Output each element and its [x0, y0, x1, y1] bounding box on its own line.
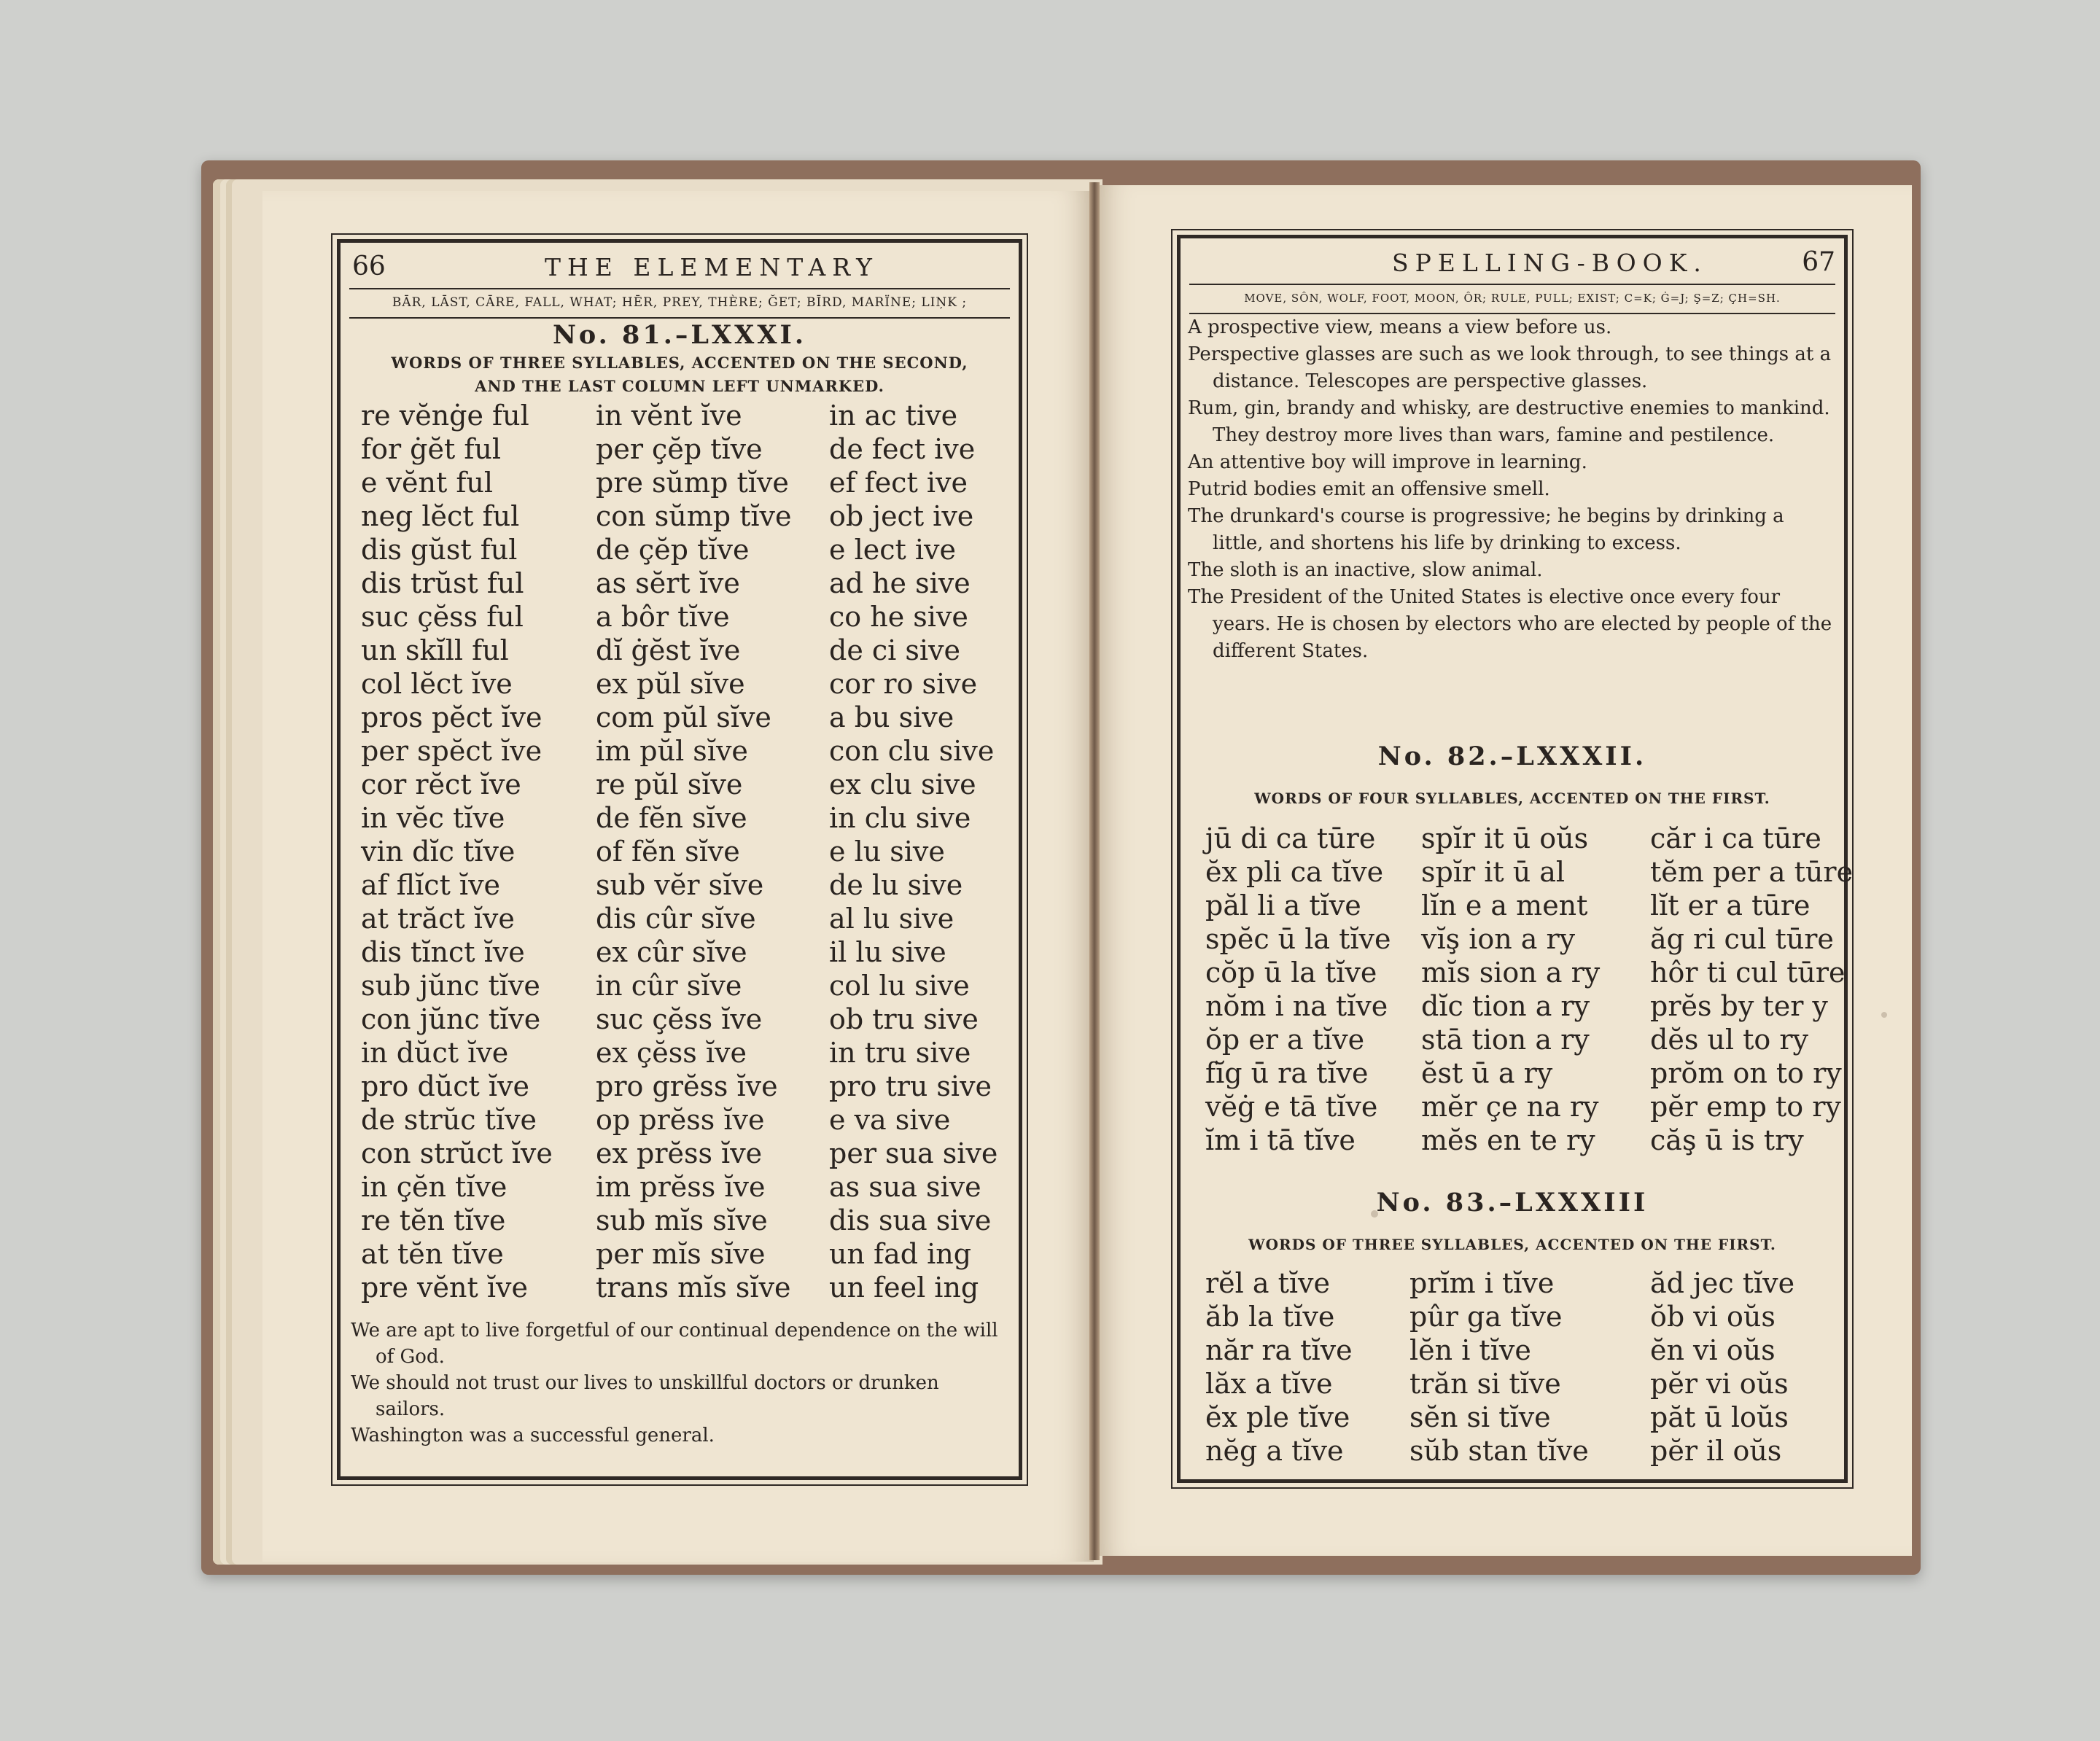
sentence: Washington was a successful general. — [351, 1425, 715, 1446]
spelling-word: trăn si tĭve — [1409, 1368, 1561, 1400]
spelling-word: per mĭs sĭve — [596, 1238, 766, 1270]
spelling-word: in vĕnt ĭve — [596, 400, 742, 432]
spelling-word: spĭr it ū oŭs — [1421, 822, 1589, 854]
spelling-word: per çĕp tĭve — [596, 433, 763, 465]
spelling-word: col lĕct ĭve — [361, 668, 513, 700]
spelling-word: ĕx pli ca tĭve — [1205, 856, 1384, 888]
book-spine — [1089, 182, 1100, 1560]
lesson-title: No. 83.–LXXXIII — [1376, 1188, 1649, 1218]
page-number: 66 — [352, 252, 386, 281]
spelling-word: cor rĕct ĭve — [361, 768, 521, 801]
word-columns — [1205, 822, 1854, 1157]
spelling-word: pros pĕct ĭve — [361, 701, 542, 733]
spelling-word: dis tĭnct ĭve — [361, 936, 525, 968]
spelling-word: dĭc tion a ry — [1421, 990, 1590, 1022]
sentence: We are apt to live forgetful of our continual dependence on the will of God. — [351, 1320, 998, 1368]
spelling-word: dis gŭst ful — [361, 534, 518, 566]
spelling-word: nŏm i na tĭve — [1205, 990, 1388, 1022]
spelling-word: păl li a tĭve — [1205, 889, 1361, 922]
spelling-word: ĕx ple tĭve — [1205, 1401, 1350, 1433]
spelling-word: dĭ ġĕst ĭve — [596, 634, 741, 666]
spelling-word: pĕr emp to ry — [1650, 1091, 1841, 1123]
spelling-word: in cûr sĭve — [596, 970, 742, 1002]
lesson-title: No. 81.–LXXXI. — [552, 320, 807, 350]
spelling-word: im prĕss ĭve — [596, 1171, 766, 1203]
spelling-word: pro grĕss ĭve — [596, 1070, 778, 1102]
left-running-head — [341, 246, 1019, 287]
spelling-word: vin dĭc tĭve — [361, 836, 516, 868]
spelling-word: con strŭct ĭve — [361, 1137, 553, 1169]
running-head-title: SPELLING-BOOK. — [1392, 249, 1708, 277]
spelling-word: sub vĕr sĭve — [596, 869, 764, 901]
spelling-word: in tru sive — [829, 1037, 971, 1069]
spelling-word: op prĕss ĭve — [596, 1104, 765, 1136]
spelling-word: il lu sive — [829, 936, 946, 968]
spelling-word: re pŭl sĭve — [596, 768, 743, 801]
spelling-word: col lu sive — [829, 970, 970, 1002]
spelling-word: năr ra tĭve — [1205, 1334, 1353, 1366]
sentence: A prospective view, means a view before us. — [1188, 316, 1612, 338]
spelling-word: de çĕp tĭve — [596, 534, 750, 566]
spelling-word: de fect ive — [829, 433, 976, 465]
spelling-word: e va sive — [829, 1104, 951, 1136]
word-column — [829, 399, 1019, 1304]
spelling-word: e lu sive — [829, 836, 945, 868]
spelling-word: dis sua sive — [829, 1204, 992, 1236]
spelling-word: căr i ca tūre — [1650, 822, 1821, 854]
spelling-word: as sĕrt ĭve — [596, 567, 740, 599]
spelling-word: spĕc ū la tĭve — [1205, 923, 1391, 955]
word-columns — [361, 399, 1019, 1304]
spelling-word: ŏp er a tĭve — [1205, 1024, 1365, 1056]
spelling-word: cor ro sive — [829, 668, 978, 700]
spelling-word: pro dŭct ĭve — [361, 1070, 529, 1102]
spelling-word: căş ū is try — [1650, 1124, 1804, 1156]
sentence: An attentive boy will improve in learning. — [1188, 451, 1587, 473]
spelling-word: sĕn si tĭve — [1409, 1401, 1551, 1433]
spelling-word: stā tion a ry — [1421, 1024, 1590, 1056]
spelling-word: vĕġ e tā tĭve — [1205, 1091, 1378, 1123]
spelling-word: ob tru sive — [829, 1003, 979, 1035]
spelling-word: mĕs en te ry — [1421, 1124, 1595, 1156]
spelling-word: dĕs ul to ry — [1650, 1024, 1808, 1056]
left-page-frame — [337, 239, 1022, 1480]
spelling-word: com pŭl sĭve — [596, 701, 771, 733]
spelling-word: ad he sive — [829, 567, 971, 599]
spelling-word: e vĕnt ful — [361, 467, 494, 499]
spelling-word: prŏm on to ry — [1650, 1057, 1842, 1089]
spelling-word: pĕr il oŭs — [1650, 1435, 1782, 1467]
spelling-word: as sua sive — [829, 1171, 981, 1203]
spelling-word: af flĭct ĭve — [361, 869, 501, 901]
spelling-word: ob ject ive — [829, 500, 974, 532]
spelling-word: cŏp ū la tĭve — [1205, 957, 1377, 989]
word-column — [1205, 1266, 1409, 1468]
spelling-word: in çĕn tĭve — [361, 1171, 508, 1203]
word-columns — [1205, 1266, 1840, 1468]
spelling-word: trans mĭs sĭve — [596, 1271, 791, 1304]
spelling-word: dis trŭst ful — [361, 567, 524, 599]
spelling-word: con clu sive — [829, 735, 995, 767]
spelling-word: ĕst ū a ry — [1421, 1057, 1553, 1089]
spelling-word: de lu sive — [829, 869, 963, 901]
spelling-word: ăb la tĭve — [1205, 1301, 1335, 1333]
spelling-word: ex clu sive — [829, 768, 976, 801]
spelling-word: in ac tive — [829, 400, 958, 432]
spelling-word: a bôr tĭve — [596, 601, 730, 633]
spelling-word: ăd jec tĭve — [1650, 1267, 1795, 1299]
spelling-word: ex pŭl sĭve — [596, 668, 745, 700]
sentence: The drunkard's course is progressive; he begins by drinking a little, and shortens his life by drinking to excess. — [1188, 505, 1784, 554]
spelling-word: pre vĕnt ĭve — [361, 1271, 528, 1304]
word-column — [1205, 822, 1421, 1157]
lesson-subtitle: WORDS OF THREE SYLLABLES, ACCENTED ON THE SECOND, — [391, 354, 968, 372]
word-column — [1650, 1266, 1840, 1468]
spelling-word: sub jŭnc tĭve — [361, 970, 540, 1002]
sentence: Rum, gin, brandy and whisky, are destructive enemies to mankind. They destroy more lives than wars, famine and pestilence. — [1188, 397, 1830, 446]
ink-spot — [1881, 1012, 1887, 1018]
spelling-word: rĕl a tĭve — [1205, 1267, 1330, 1299]
spelling-word: pûr ga tĭve — [1409, 1301, 1563, 1333]
spelling-word: ĕn vi oŭs — [1650, 1334, 1776, 1366]
spelling-word: pre sŭmp tĭve — [596, 467, 789, 499]
spelling-word: lăx a tĭve — [1205, 1368, 1333, 1400]
spelling-word: a bu sive — [829, 701, 954, 733]
running-head-title: THE ELEMENTARY — [545, 253, 879, 281]
spelling-word: prĕs by ter y — [1650, 990, 1828, 1022]
spelling-word: suc çĕss ĭve — [596, 1003, 763, 1035]
spelling-word: ăg ri cul tūre — [1650, 923, 1834, 955]
spelling-word: in clu sive — [829, 802, 971, 834]
spelling-word: de ci sive — [829, 634, 961, 666]
spelling-word: co he sive — [829, 601, 968, 633]
spelling-word: for ġĕt ful — [361, 433, 502, 465]
spelling-word: neg lĕct ful — [361, 500, 520, 532]
right-running-head — [1181, 241, 1844, 282]
spelling-word: ŏb vi oŭs — [1650, 1301, 1776, 1333]
spelling-word: dis cûr sĭve — [596, 903, 756, 935]
spelling-word: at trăct ĭve — [361, 903, 515, 935]
spelling-word: mĕr çe na ry — [1421, 1091, 1599, 1123]
spelling-word: un fad ing — [829, 1238, 972, 1270]
spelling-word: tĕm per a tūre — [1650, 856, 1854, 888]
spelling-word: spĭr it ū al — [1421, 856, 1566, 888]
spelling-word: de fĕn sĭve — [596, 802, 747, 834]
spelling-word: lĭn e a ment — [1421, 889, 1588, 922]
word-column — [1421, 822, 1650, 1157]
spelling-word: ex prĕss ĭve — [596, 1137, 763, 1169]
sentence: We should not trust our lives to unskillful doctors or drunken sailors. — [351, 1372, 939, 1420]
lesson-subtitle: WORDS OF FOUR SYLLABLES, ACCENTED ON THE FIRST. — [1254, 790, 1770, 807]
spelling-word: un feel ing — [829, 1271, 979, 1304]
spelling-word: de strŭc tĭve — [361, 1104, 537, 1136]
right-page-frame — [1177, 235, 1854, 1483]
sentence: The President of the United States is elective once every four years. He is chosen by electors who are elected by people of the different States. — [1188, 586, 1832, 662]
spelling-word: per spĕct ĭve — [361, 735, 542, 767]
spelling-word: suc çĕss ful — [361, 601, 524, 633]
word-column — [361, 399, 596, 1304]
spelling-word: lĕn i tĭve — [1409, 1334, 1531, 1366]
spelling-word: ex cûr sĭve — [596, 936, 747, 968]
spelling-word: con sŭmp tĭve — [596, 500, 792, 532]
sentence: Putrid bodies emit an offensive smell. — [1188, 478, 1550, 500]
spelling-word: mĭs sion a ry — [1421, 957, 1601, 989]
word-column — [596, 399, 829, 1304]
spelling-word: sŭb stan tĭve — [1409, 1435, 1589, 1467]
spelling-word: re tĕn tĭve — [361, 1204, 506, 1236]
spelling-word: vĭş ion a ry — [1421, 923, 1576, 955]
spelling-word: nĕg a tĭve — [1205, 1435, 1344, 1467]
spelling-word: con jŭnc tĭve — [361, 1003, 541, 1035]
sentences — [1188, 314, 1835, 665]
spelling-word: of fĕn sĭve — [596, 836, 740, 868]
sentence: Perspective glasses are such as we look through, to see things at a distance. Telescopes are perspective glasses. — [1188, 343, 1832, 392]
spelling-word: păt ū loŭs — [1650, 1401, 1789, 1433]
spelling-word: ef fect ive — [829, 467, 968, 499]
spelling-word: e lect ive — [829, 534, 956, 566]
word-column — [1650, 822, 1854, 1157]
spelling-word: un skĭll ful — [361, 634, 509, 666]
spelling-word: pĕr vi oŭs — [1650, 1368, 1789, 1400]
lesson-title: No. 82.–LXXXII. — [1377, 741, 1647, 771]
spelling-word: prĭm i tĭve — [1409, 1267, 1555, 1299]
lesson-subtitle: WORDS OF THREE SYLLABLES, ACCENTED ON THE FIRST. — [1248, 1236, 1776, 1253]
spelling-word: ex çĕss ĭve — [596, 1037, 747, 1069]
sentences — [351, 1317, 1008, 1449]
page-number: 67 — [1802, 247, 1835, 277]
spelling-word: al lu sive — [829, 903, 954, 935]
spelling-word: pro tru sive — [829, 1070, 992, 1102]
lesson-subtitle: AND THE LAST COLUMN LEFT UNMARKED. — [475, 377, 884, 395]
spelling-word: at tĕn tĭve — [361, 1238, 504, 1270]
pronunciation-key: BĀR, LĀST, CĀRE, FALL, WHAT; HĒR, PREY, THÈRE; ĞET; BĪRD, MARÏNE; LIŅK ; — [349, 288, 1010, 319]
spelling-word: im pŭl sĭve — [596, 735, 748, 767]
pronunciation-key: MOVE, SÔN, WOLF, FOOT, MOON, ÔR; RULE, PULL; EXIST; C=K; Ġ=J; Ş=Z; ÇH=SH. — [1189, 284, 1835, 314]
spelling-word: lĭt er a tūre — [1650, 889, 1811, 922]
word-column — [1409, 1266, 1650, 1468]
spelling-word: sub mĭs sĭve — [596, 1204, 768, 1236]
spelling-word: re vĕnġe ful — [361, 400, 529, 432]
spelling-word: in dŭct ĭve — [361, 1037, 509, 1069]
sentence: The sloth is an inactive, slow animal. — [1188, 559, 1543, 581]
spelling-word: in vĕc tĭve — [361, 802, 505, 834]
spelling-word: ĭm i tā tĭve — [1205, 1124, 1356, 1156]
spelling-word: hôr ti cul tūre — [1650, 957, 1846, 989]
spelling-word: jū di ca tūre — [1205, 822, 1376, 854]
spelling-word: per sua sive — [829, 1137, 998, 1169]
ink-spot — [1371, 1210, 1378, 1218]
spelling-word: fĭg ū ra tĭve — [1205, 1057, 1369, 1089]
